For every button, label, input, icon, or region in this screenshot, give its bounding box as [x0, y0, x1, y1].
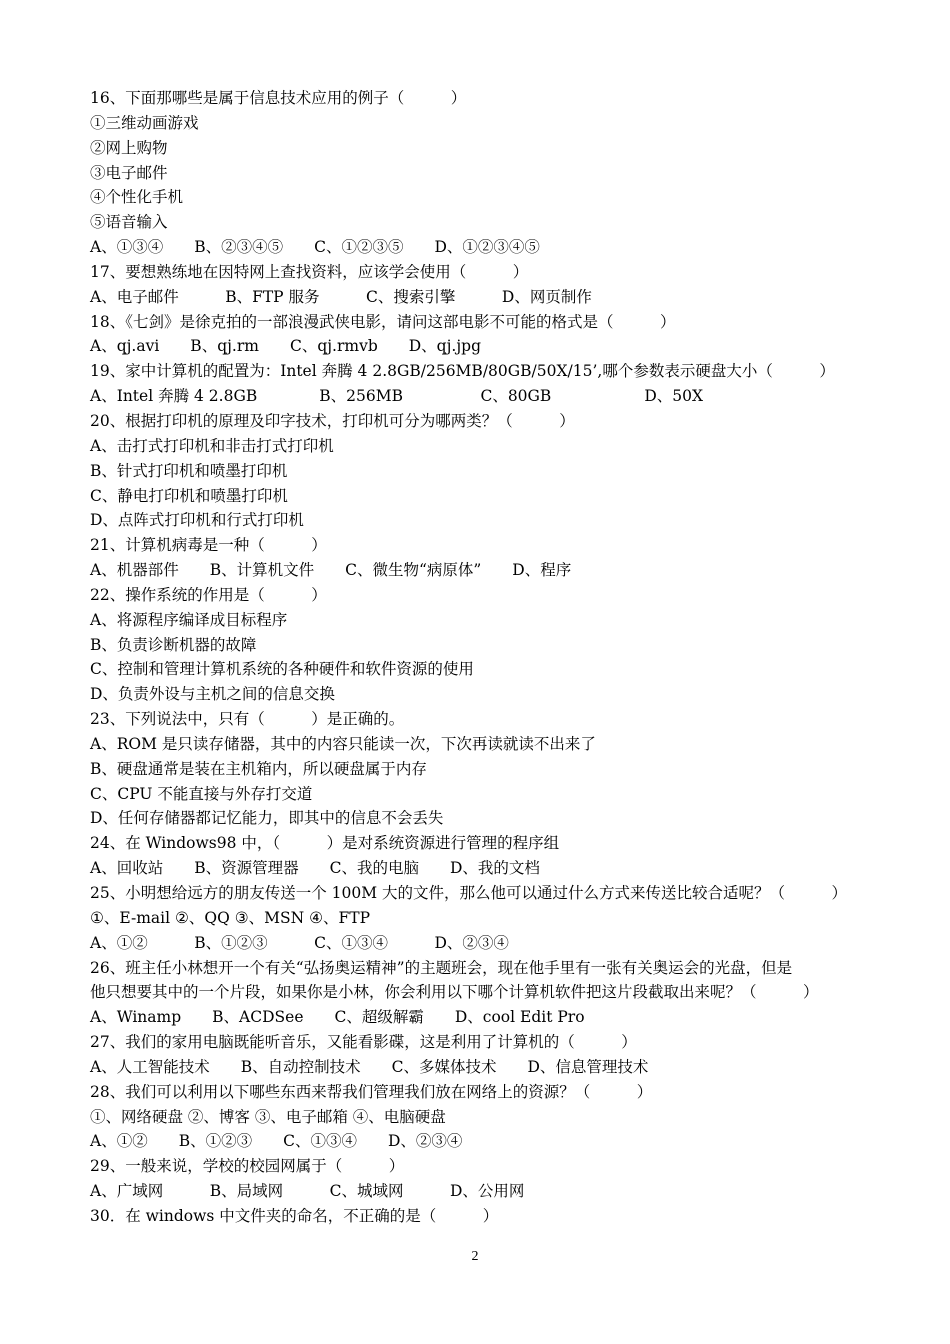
text-line: ①、E-mail ②、QQ ③、MSN ④、FTP — [90, 908, 371, 927]
text-line: 26、班主任小林想开一个有关“弘扬奥运精神”的主题班会，现在他手里有一张有关奥运会的光盘，但是 — [90, 958, 793, 977]
text-line: 21、计算机病毒是一种（ ） — [90, 536, 327, 555]
text-line: A、将源程序编译成目标程序 — [90, 610, 288, 629]
text-line: 16、下面那哪些是属于信息技术应用的例子（ ） — [90, 89, 467, 107]
text-line: A、ROM 是只读存储器，其中的内容只能读一次，下次再读就读不出来了 — [90, 734, 596, 753]
text-line: A、①② B、①②③ C、①③④ D、②③④ — [90, 1132, 463, 1151]
text-line: C、静电打印机和喷墨打印机 — [90, 486, 288, 505]
text-line: A、广域网 B、局域网 C、城域网 D、公用网 — [90, 1182, 525, 1201]
text-line: A、机器部件 B、计算机文件 C、微生物“病原体” D、程序 — [90, 561, 572, 580]
text-line: ⑤语音输入 — [90, 213, 168, 232]
text-line: A、人工智能技术 B、自动控制技术 C、多媒体技术 D、信息管理技术 — [90, 1057, 649, 1076]
text-line: A、击打式打印机和非击打式打印机 — [90, 436, 334, 455]
text-line: A、Winamp B、ACDSee C、超级解霸 D、cool Edit Pro — [90, 1008, 585, 1027]
text-line: ①三维动画游戏 — [90, 113, 199, 132]
text-line: D、点阵式打印机和行式打印机 — [90, 511, 304, 530]
text-line: 19、家中计算机的配置为：Intel 奔腾 4 2.8GB/256MB/80GB/50X/15’,哪个参数表示硬盘大小（ ） — [90, 362, 835, 381]
text-line: A、qj.avi B、qj.rm C、qj.rmvb D、qj.jpg — [90, 337, 481, 356]
text-line: 22、操作系统的作用是（ ） — [90, 585, 327, 604]
text-line: 28、我们可以利用以下哪些东西来帮我们管理我们放在网络上的资源？（ ） — [90, 1082, 653, 1101]
text-line: 17、要想熟练地在因特网上查找资料，应该学会使用（ ） — [90, 262, 529, 281]
text-line: B、负责诊断机器的故障 — [90, 635, 257, 654]
text-line: D、负责外设与主机之间的信息交换 — [90, 685, 335, 704]
text-line: 他只想要其中的一个片段，如果你是小林，你会利用以下哪个计算机软件把这片段截取出来呢？（ ） — [90, 983, 819, 1002]
text-line: 27、我们的家用电脑既能听音乐，又能看影碟，这是利用了计算机的（ ） — [90, 1033, 637, 1052]
page-number: 2 — [471, 1249, 479, 1264]
text-line: ①、网络硬盘 ②、博客 ③、电子邮箱 ④、电脑硬盘 — [90, 1107, 446, 1126]
text-line: A、①③④ B、②③④⑤ C、①②③⑤ D、①②③④⑤ — [90, 238, 540, 257]
text-line: 30．在 windows 中文件夹的命名，不正确的是（ ） — [90, 1206, 499, 1225]
text-line: 25、小明想给远方的朋友传送一个 100M 大的文件，那么他可以通过什么方式来传送比较合适呢？（ ） — [90, 884, 848, 902]
text-line: ③电子邮件 — [90, 163, 168, 182]
text-line: ④个性化手机 — [90, 188, 184, 207]
question-text-block — [90, 86, 875, 1229]
text-line: A、①② B、①②③ C、①③④ D、②③④ — [90, 933, 509, 952]
text-line: A、电子邮件 B、FTP 服务 C、搜索引擎 D、网页制作 — [90, 287, 592, 306]
text-line: 29、一般来说，学校的校园网属于（ ） — [90, 1157, 405, 1176]
text-line: B、硬盘通常是装在主机箱内，所以硬盘属于内存 — [90, 759, 427, 778]
text-line: A、Intel 奔腾 4 2.8GB B、256MB C、80GB D、50X — [90, 387, 704, 406]
text-line: ②网上购物 — [90, 138, 168, 157]
text-line: C、CPU 不能直接与外存打交道 — [90, 784, 313, 803]
text-line: A、回收站 B、资源管理器 C、我的电脑 D、我的文档 — [90, 859, 540, 878]
text-line: 24、在 Windows98 中，（ ）是对系统资源进行管理的程序组 — [90, 834, 560, 853]
text-line: D、任何存储器都记忆能力，即其中的信息不会丢失 — [90, 809, 444, 828]
text-line: 23、下列说法中，只有（ ）是正确的。 — [90, 710, 405, 729]
text-line: 20、根据打印机的原理及印字技术，打印机可分为哪两类？（ ） — [90, 411, 575, 430]
text-line: C、控制和管理计算机系统的各种硬件和软件资源的使用 — [90, 660, 474, 679]
text-line: B、针式打印机和喷墨打印机 — [90, 461, 288, 480]
text-line: 18、《七剑》是徐克拍的一部浪漫武侠电影，请问这部电影不可能的格式是（ ） — [90, 312, 676, 331]
